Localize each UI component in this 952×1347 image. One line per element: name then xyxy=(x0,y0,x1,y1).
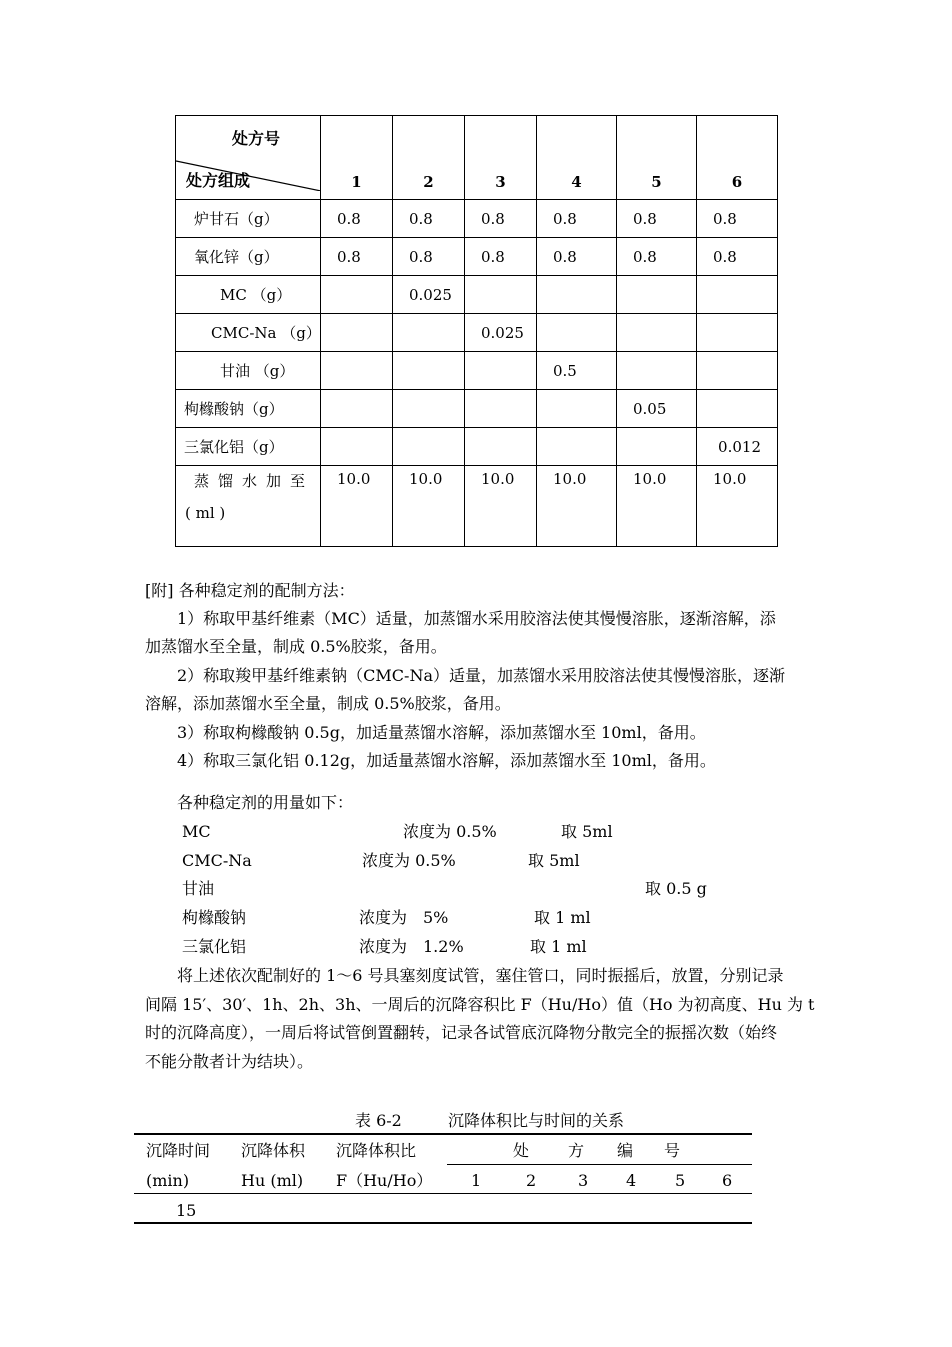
table-cell: 0.05 xyxy=(617,390,697,428)
table-cell xyxy=(537,314,617,352)
header-prescription-number: 处方号 xyxy=(232,129,281,148)
table-cell xyxy=(393,390,465,428)
column-header: 4 xyxy=(626,1171,637,1190)
table-cell: 0.8 xyxy=(465,238,537,276)
dosage-name: 枸橼酸钠 xyxy=(182,908,247,927)
dosage-concentration: 浓度为 0.5% xyxy=(403,822,497,841)
dosage-heading: 各种稳定剂的用量如下： xyxy=(177,793,354,812)
table-cell: 0.8 xyxy=(321,200,393,238)
table-cell xyxy=(321,352,393,390)
column-header: 5 xyxy=(617,116,697,200)
table-cell xyxy=(617,314,697,352)
table-cell xyxy=(617,428,697,466)
table-cell xyxy=(697,352,778,390)
row-label-line2: ( ml ) xyxy=(185,504,226,522)
table-cell: 10.0 xyxy=(537,466,617,547)
header-group-char: 编 xyxy=(617,1141,634,1160)
table-cell xyxy=(697,314,778,352)
table-cell xyxy=(537,276,617,314)
table-cell xyxy=(465,352,537,390)
table-cell: 10.0 xyxy=(697,466,778,547)
table-cell xyxy=(617,276,697,314)
dosage-amount: 取 1 ml xyxy=(530,937,587,956)
table-cell: 0.012 xyxy=(697,428,778,466)
column-header: 2 xyxy=(393,116,465,200)
header-bottom-rule xyxy=(134,1193,752,1194)
appendix-item-1-line2: 加蒸馏水至全量，制成 0.5%胶浆，备用。 xyxy=(145,637,447,656)
dosage-name: 甘油 xyxy=(182,879,215,898)
procedure-line: 时的沉降高度），一周后将试管倒置翻转，记录各试管底沉降物分散完全的振摇次数（始终 xyxy=(145,1023,778,1042)
table-cell: 0.8 xyxy=(465,200,537,238)
row-label: 炉甘石（g） xyxy=(176,200,321,238)
row-label: 三氯化铝（g） xyxy=(176,428,321,466)
table-cell xyxy=(537,390,617,428)
table-cell xyxy=(465,428,537,466)
row-label xyxy=(176,466,321,547)
table-row xyxy=(176,200,778,238)
header-group-char: 号 xyxy=(664,1141,681,1160)
table-row xyxy=(176,352,778,390)
table-row xyxy=(176,314,778,352)
table-cell: 0.5 xyxy=(537,352,617,390)
header-volume-unit: Hu (ml) xyxy=(241,1171,304,1190)
table-cell: 0.8 xyxy=(393,200,465,238)
column-header: 1 xyxy=(471,1171,482,1190)
table-cell xyxy=(697,390,778,428)
column-header: 3 xyxy=(465,116,537,200)
table-cell xyxy=(697,276,778,314)
header-group-char: 方 xyxy=(568,1141,585,1160)
table-cell xyxy=(321,314,393,352)
table-cell xyxy=(465,276,537,314)
table-caption-title: 沉降体积比与时间的关系 xyxy=(448,1111,625,1130)
table-cell xyxy=(321,428,393,466)
table-cell: 10.0 xyxy=(617,466,697,547)
row-label-line1: 蒸馏水加至 xyxy=(194,472,315,490)
column-header: 4 xyxy=(537,116,617,200)
column-header: 3 xyxy=(578,1171,589,1190)
header-time-unit: (min) xyxy=(146,1171,190,1190)
appendix-item-2-line1: 2）称取羧甲基纤维素钠（CMC-Na）适量，加蒸馏水采用胶溶法使其慢慢溶胀，逐渐 xyxy=(177,666,785,685)
table-row xyxy=(176,390,778,428)
table-cell xyxy=(617,352,697,390)
table-cell xyxy=(393,314,465,352)
appendix-item-1-line1: 1）称取甲基纤维素（MC）适量，加蒸馏水采用胶溶法使其慢慢溶胀，逐渐溶解，添 xyxy=(177,609,776,628)
table-cell: 0.8 xyxy=(697,200,778,238)
appendix-heading: [附] 各种稳定剂的配制方法： xyxy=(145,581,355,600)
dosage-concentration: 浓度为 0.5% xyxy=(362,851,456,870)
table-cell: 0.8 xyxy=(393,238,465,276)
formulation-table xyxy=(175,115,778,547)
row-label: CMC-Na （g） xyxy=(176,314,321,352)
dosage-concentration: 浓度为 1.2% xyxy=(359,937,464,956)
table-caption-number: 表 6-2 xyxy=(355,1111,402,1130)
column-header: 6 xyxy=(697,116,778,200)
table-cell: 0.8 xyxy=(617,200,697,238)
table-row xyxy=(176,466,778,547)
table-row xyxy=(176,238,778,276)
header-prescription-composition: 处方组成 xyxy=(186,171,251,190)
header-group-rule xyxy=(447,1164,752,1165)
table-row xyxy=(176,276,778,314)
header-sedimentation-ratio: 沉降体积比 xyxy=(336,1141,417,1160)
dosage-name: 三氯化铝 xyxy=(182,937,247,956)
header-sedimentation-time: 沉降时间 xyxy=(146,1141,211,1160)
dosage-amount: 取 1 ml xyxy=(534,908,591,927)
dosage-name: MC xyxy=(182,822,211,841)
table-cell: 10.0 xyxy=(321,466,393,547)
dosage-amount: 取 5ml xyxy=(528,851,580,870)
table-cell xyxy=(321,276,393,314)
row-label: 枸橼酸钠（g） xyxy=(176,390,321,428)
table-cell: 0.8 xyxy=(697,238,778,276)
table-cell xyxy=(321,390,393,428)
table-cell: 0.025 xyxy=(465,314,537,352)
dosage-amount: 取 5ml xyxy=(561,822,613,841)
dosage-concentration: 浓度为 5% xyxy=(359,908,449,927)
table-cell xyxy=(537,428,617,466)
table-cell: 0.8 xyxy=(321,238,393,276)
header-ratio-formula: F（Hu/Ho） xyxy=(336,1171,433,1190)
table-row-time: 15 xyxy=(176,1201,197,1220)
table-top-rule xyxy=(134,1133,752,1135)
table-cell: 0.8 xyxy=(617,238,697,276)
column-header: 6 xyxy=(722,1171,733,1190)
column-header: 5 xyxy=(675,1171,686,1190)
column-header: 1 xyxy=(321,116,393,200)
procedure-line: 将上述依次配制好的 1～6 号具塞刻度试管，塞住管口，同时振摇后，放置，分别记录 xyxy=(177,966,784,985)
table-cell xyxy=(465,390,537,428)
table-cell xyxy=(393,352,465,390)
table-cell: 10.0 xyxy=(393,466,465,547)
appendix-item-2-line2: 溶解，添加蒸馏水至全量，制成 0.5%胶浆，备用。 xyxy=(145,694,511,713)
appendix-item-3: 3）称取枸橼酸钠 0.5g，加适量蒸馏水溶解，添加蒸馏水至 10ml，备用。 xyxy=(177,723,706,742)
dosage-amount: 取 0.5 g xyxy=(645,879,707,898)
row-label: MC （g） xyxy=(176,276,321,314)
appendix-item-4: 4）称取三氯化铝 0.12g，加适量蒸馏水溶解，添加蒸馏水至 10ml，备用。 xyxy=(177,751,716,770)
table-row xyxy=(176,428,778,466)
column-header: 2 xyxy=(526,1171,537,1190)
header-sedimentation-volume: 沉降体积 xyxy=(241,1141,306,1160)
header-group-char: 处 xyxy=(513,1141,530,1160)
header-diagonal-cell xyxy=(176,116,321,200)
table-cell xyxy=(393,428,465,466)
procedure-line: 间隔 15′、30′、1h、2h、3h、一周后的沉降容积比 F（Hu/Ho）值（Ho 为初高度、Hu 为 t xyxy=(145,995,815,1014)
row-label: 氧化锌（g） xyxy=(176,238,321,276)
dosage-name: CMC-Na xyxy=(182,851,252,870)
table-cell: 0.8 xyxy=(537,200,617,238)
row-label: 甘油 （g） xyxy=(176,352,321,390)
table-cell: 10.0 xyxy=(465,466,537,547)
table-cell: 0.025 xyxy=(393,276,465,314)
table-cell: 0.8 xyxy=(537,238,617,276)
procedure-line: 不能分散者计为结块）。 xyxy=(145,1052,314,1071)
table-bottom-rule xyxy=(134,1222,752,1224)
